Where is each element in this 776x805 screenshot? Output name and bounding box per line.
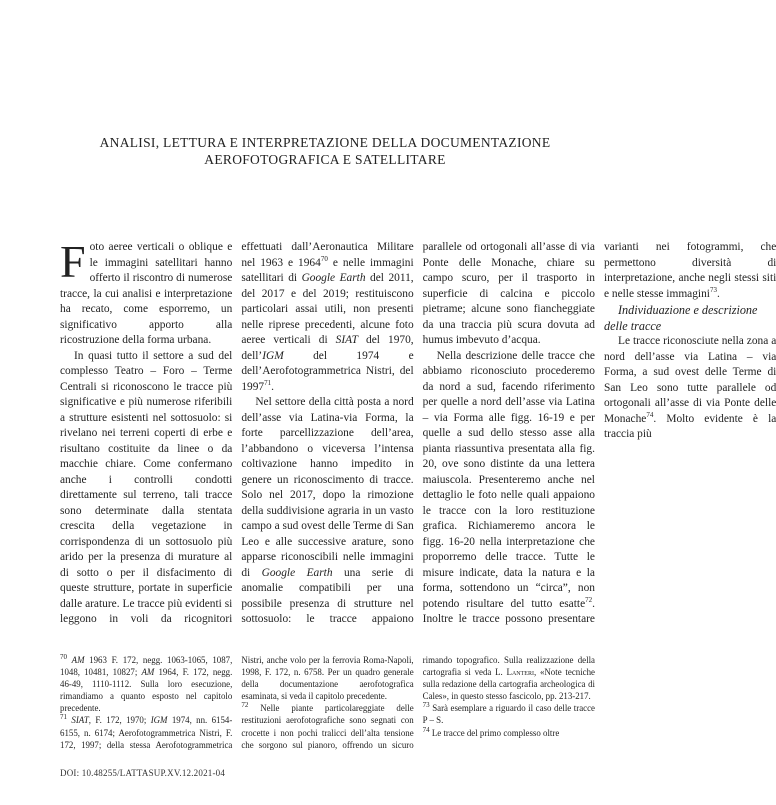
title-line-1: ANALISI, LETTURA E INTERPRETAZIONE DELLA DOCUMENTAZIONE (99, 135, 551, 150)
footnote-71: $^{71}$ SIAT, F. 172, 1970; IGM 1974, nn. 6154-6155, n. 6174; Aerofotogrammetrica Nistri, F. 172, 1997; della stessa Aerofotogrammetrica Nistri, anche volo per la ferrovia Roma-Napoli, 1998, F. 172, n. 6758. Per un quadro generale della documentazione aerofotografica esaminata, si veda il capitolo precedente. (60, 655, 414, 750)
title-line-2: AEROFOTOGRAFICA E SATELLITARE (204, 152, 446, 167)
doi-footer[interactable]: DOI: 10.48255/LATTASUP.XV.12.2021-04 (60, 768, 226, 778)
footnote-ref-71[interactable]: 71 (264, 378, 272, 387)
paragraph-1: Foto aeree verticali o oblique e le immagini satellitari hanno offerto il riscontro di numerose tracce, la cui analisi e interpretazione ha recato, come esporremo, un significativo apporto alla ricostruzione della forma urbana. (60, 236, 233, 346)
section-subheading: Individuazione e descrizione delle tracce (603, 303, 758, 333)
drop-cap: F (60, 236, 86, 287)
paragraph-3: Nel settore della città posta a nord dell’asse via Latina-via Forma, la forte parcellizzazione dell’area, l’abbandono o viceversa l’intensa coltivazione hanno impedito in genere un riconoscimento di tracce. Solo nel 2017, dopo la rimozione della suddivisione agraria in un vasto campo a sud ovest delle Terme di San Leo e alle successive arature, sono apparse riconoscibili nelle immagini di Google Earth una serie di anomalie compatibili per una possibile presenza di strutture nel sottosuolo: le tracce appaiono parallele od ortogonali all’asse di via Ponte delle Monache, chiare su campo scuro, per il trasporto in superficie di calcina e piccolo pietrame; alcune sono fiancheggiate da una traccia più scura dovuta ad humus imbevuto d’acqua. (241, 241, 595, 625)
footnote-72: $^{72}$ Nelle piante particolareggiate delle restituzioni aerofotografiche sono segnati con crocette i non pochi tralicci dell’alta tensione che sorgono sul pianoro, offrendo un sicuro rimando topografico. Sulla realizzazione della cartografia si veda L. Lanteri, «Note tecniche sulla redazione della cartografia archeologica di Cales», in questo stesso fascicolo, pp. 213-217. (241, 655, 595, 750)
paragraph-2: In quasi tutto il settore a sud del complesso Teatro – Foro – Terme Centrali si riconoscono le tracce più significative e più numerose riferibili a strutture esistenti nel sottosuolo: si rivelano nei terreni coperti di erbe e risultano costituite da linee o da macchie chiare. Come confermano anche i controlli condotti direttamente sul terreno, tali tracce sono determinate dalla stentata crescita della vegetazione in corrispondenza di un sottosuolo più arido per la presenza di murature al di sotto o per il disfacimento di queste strutture, portate in superficie dalle arature. Le tracce più evidenti si leggono in voli da ricognitori effettuati dall’Aeronautica Militare nel 1963 e 1964$^{70}$ e nelle immagini satellitari di Google Earth del 2011, del 2017 e del 2019; restituiscono particolari assai utili, non presenti nelle riprese precedenti, alcune foto aeree verticali di SIAT del 1970, dell’IGM del 1974 e dell’Aerofotogrammetrica Nistri, del 1997$^{71}$. (60, 241, 414, 625)
footnote-ref-74[interactable]: 74 (646, 410, 654, 419)
footnote-ref-73[interactable]: 73 (709, 285, 717, 294)
footnotes (60, 654, 595, 754)
footnote-74: $^{74}$ Le tracce del primo complesso oltre (422, 725, 560, 738)
paragraph-4: Nella descrizione delle tracce che abbiamo riconosciuto procederemo da nord a sud, facendo riferimento per quelle a nord dell’asse via Latina – via Forma alle figg. 16-19 e per quelle a sud dello stesso asse alla pianta riassuntiva presentata alla fig. 20, ove sono distinte da una lettera maiuscola. Presenteremo anche nel dettaglio le foto nelle quali appaiono le tracce con la loro restituzione grafica. Richiameremo ancora le figg. 16-20 nella interpretazione che proporremo delle tracce. Tutte le misure indicate, data la natura e la forma, sottendono un “circa”, non potendo risultare del tutto esatte$^{72}$. Inoltre le tracce possono presentare varianti nei fotogrammi, che permettono diversità di interpretazione, anche negli stessi siti e nelle stesse immagini$^{73}$. (422, 241, 776, 625)
article-body (60, 236, 776, 636)
footnote-ref-72[interactable]: 72 (585, 595, 593, 604)
paragraph-5: Le tracce riconosciute nella zona a nord dell’asse via Latina – via Forma, a sud ovest delle Terme di San Leo sono tutte parallele od ortogonali all’asse di via Ponte delle Monache$^{74}$. Molto evidente è la traccia più (603, 335, 776, 440)
footnote-ref-70[interactable]: 70 (320, 254, 328, 263)
footnote-70: $^{70}$ AM 1963 F. 172, negg. 1063-1065, 1087, 1048, 10481, 10827; AM 1964, F. 172, negg. 46-49, 1110-1112. Sulla loro esecuzione, rimandiamo a quanto esposto nel capitolo precedente. (60, 653, 233, 714)
footnote-73: $^{73}$ Sarà esemplare a riguardo il caso delle tracce P – S. (422, 701, 595, 726)
page-title (0, 134, 650, 168)
